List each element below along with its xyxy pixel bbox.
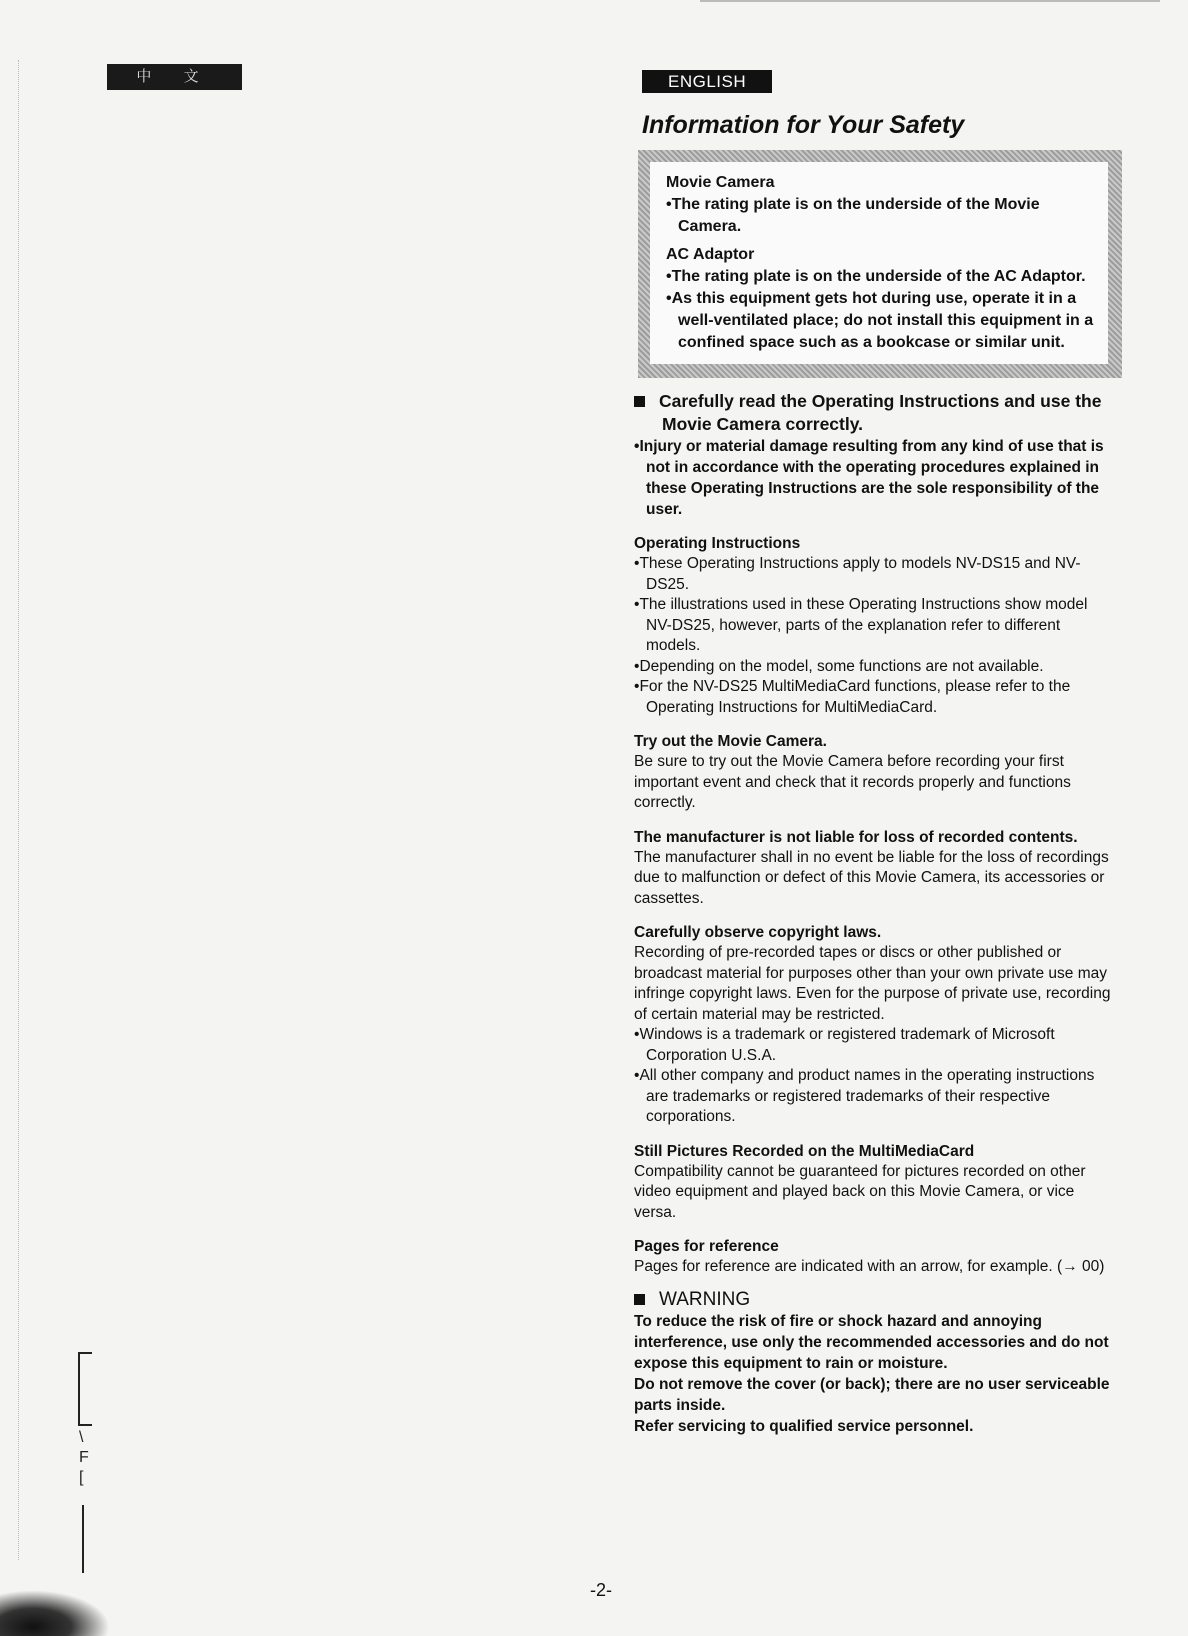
ac-adaptor-heading: AC Adaptor (666, 246, 755, 263)
page-title: Information for Your Safety (642, 111, 965, 139)
operating-bullet: • Depending on the model, some functions are not available. (634, 657, 1114, 678)
operating-bullet: • These Operating Instructions apply to models NV-DS15 and NV-DS25. (634, 554, 1114, 595)
safety-notice-content (650, 162, 1108, 364)
careful-read-bullet: • Injury or material damage resulting from any kind of use that is not in accordance with the operating procedures explained in these Operating Instructions are the sole responsibility of the user. (634, 436, 1114, 520)
safety-notice-box (638, 150, 1122, 378)
english-page (634, 70, 1114, 1437)
copyright-bullet: • All other company and product names in the operating instructions are trademarks or registered trademarks of their respective corporations. (634, 1066, 1114, 1128)
copyright-text: Recording of pre-recorded tapes or discs or other published or broadcast material for purposes other than your own private use may infringe copyright laws. Even for the purpose of private use, recording of certain material may be restricted. (634, 944, 1111, 1023)
careful-read-heading (634, 390, 1114, 436)
square-bullet-icon (634, 1294, 645, 1305)
copyright-heading: Carefully observe copyright laws. (634, 924, 882, 941)
operating-bullet: • The illustrations used in these Operating Instructions show model NV-DS25, however, parts of the explanation refer to different models. (634, 595, 1114, 657)
page-number: -2- (590, 1580, 612, 1600)
margin-line (82, 1505, 84, 1573)
warning-text: Refer servicing to qualified service personnel. (634, 1417, 974, 1435)
careful-read-heading-text: Carefully read the Operating Instructions and use the Movie Camera correctly. (659, 391, 1102, 434)
chinese-language-tag: 中 文 (107, 64, 242, 90)
movie-camera-bullet: • The rating plate is on the underside of the Movie Camera. (666, 194, 1098, 238)
copyright-bullet: • Windows is a trademark or registered trademark of Microsoft Corporation U.S.A. (634, 1025, 1114, 1066)
manufacturer-heading: The manufacturer is not liable for loss of recorded contents. (634, 828, 1078, 846)
operating-bullet: • For the NV-DS25 MultiMediaCard functions, please refer to the Operating Instructions for MultiMediaCard. (634, 677, 1114, 718)
left-page-margin (18, 60, 43, 1560)
manufacturer-text: The manufacturer shall in no event be liable for the loss of recordings due to malfunction or defect of this Movie Camera, its accessories or cassettes. (634, 848, 1109, 907)
warning-text: Do not remove the cover (or back); there are no user serviceable parts inside. (634, 1375, 1110, 1414)
english-language-tag: ENGLISH (642, 70, 772, 93)
ac-adaptor-bullet: • As this equipment gets hot during use, operate it in a well-ventilated place; do not install this equipment in a confined space such as a bookcase or similar unit. (666, 288, 1098, 354)
warning-heading-text: WARNING (659, 1288, 751, 1310)
warning-heading (634, 1288, 1114, 1311)
still-pictures-text: Compatibility cannot be guaranteed for pictures recorded on other video equipment and played back on this Movie Camera, or vice versa. (634, 1162, 1086, 1221)
margin-bracket (78, 1352, 92, 1426)
warning-text: To reduce the risk of fire or shock hazard and annoying interference, use only the recommended accessories and do not expose this equipment to rain or moisture. (634, 1312, 1109, 1372)
scan-corner-shadow (0, 1590, 110, 1636)
margin-marks (79, 1428, 89, 1488)
ac-adaptor-bullet: • The rating plate is on the underside of the AC Adaptor. (666, 266, 1098, 288)
margin-mark: [ (79, 1469, 84, 1486)
margin-mark: \ (79, 1429, 84, 1446)
pages-reference-text: Pages for reference are indicated with an arrow, for example. (→ 00) (634, 1258, 1105, 1275)
still-pictures-heading: Still Pictures Recorded on the MultiMediaCard (634, 1142, 975, 1160)
square-bullet-icon (634, 396, 645, 407)
top-scan-rule (700, 0, 1160, 2)
pages-reference-heading: Pages for reference (634, 1238, 779, 1255)
margin-mark: F (79, 1449, 89, 1466)
try-out-text: Be sure to try out the Movie Camera before recording your first important event and check that it records properly and functions correctly. (634, 753, 1071, 811)
movie-camera-heading: Movie Camera (666, 174, 775, 191)
try-out-heading: Try out the Movie Camera. (634, 733, 827, 750)
operating-instructions-heading: Operating Instructions (634, 535, 801, 552)
